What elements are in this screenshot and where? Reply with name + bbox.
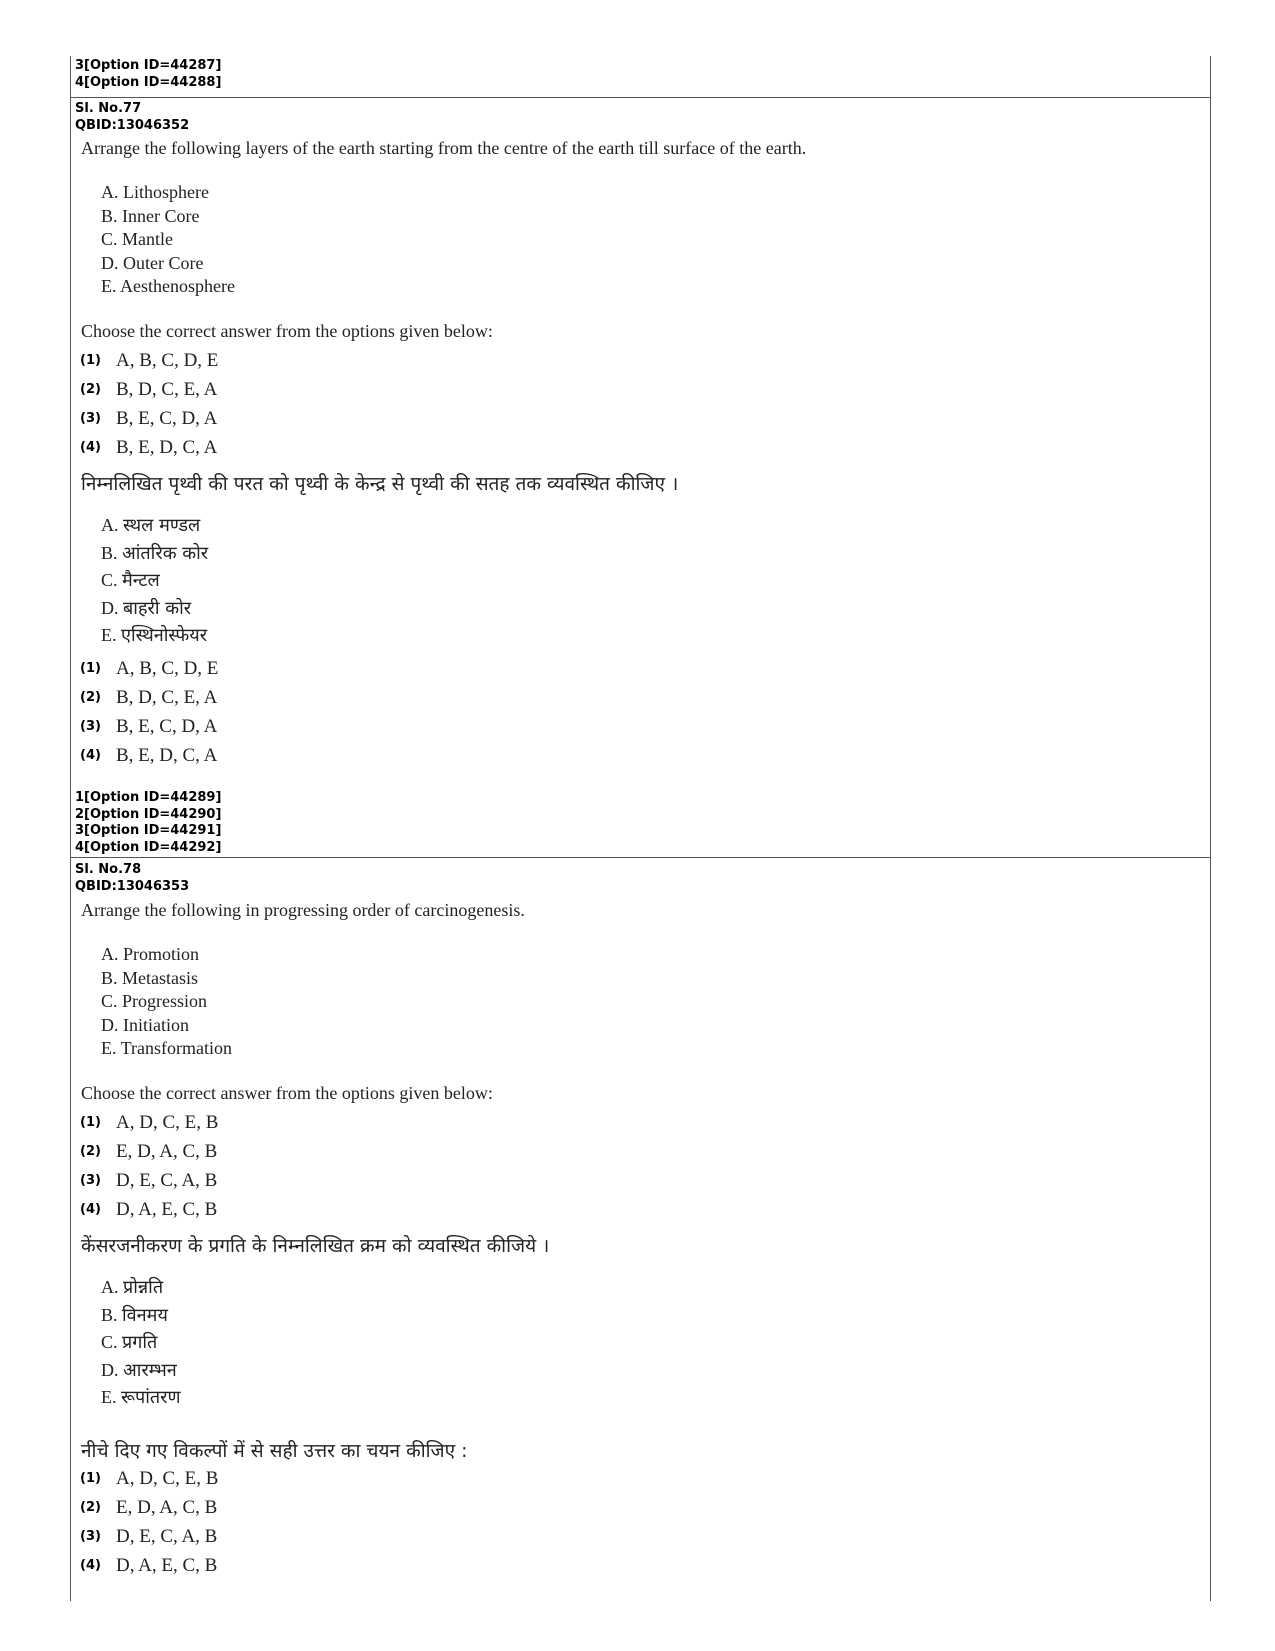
statement-item: C. Progression [101,991,208,1011]
answer-options-hi [80,654,218,770]
row-divider [70,857,1211,858]
answer-option[interactable]: (2) B, D, C, E, A [80,686,218,708]
question-header [75,101,189,134]
option-id: 4[Option ID=44292] [75,839,222,855]
answer-options-en [80,346,218,462]
answer-option[interactable]: (2) E, D, A, C, B [80,1140,218,1162]
answer-options-en [80,1108,218,1224]
right-border [1210,56,1211,1601]
statement-item: E. Aesthenosphere [101,276,235,296]
option-id-list [75,790,221,856]
answer-option[interactable]: (3) B, E, C, D, A [80,407,218,429]
answer-option[interactable]: (3) B, E, C, D, A [80,715,218,737]
answer-option[interactable]: (2) E, D, A, C, B [80,1496,218,1518]
statement-item: D. Outer Core [101,252,204,273]
answer-option[interactable]: (4) B, E, D, C, A [80,744,218,766]
statement-item: B. आंतरिक कोर [101,542,209,564]
statement-item: E. एस्थिनोस्फेयर [101,625,208,646]
option-id: 3[Option ID=44291] [75,823,222,838]
statement-item: D. आरम्भन [101,1359,177,1381]
answer-option[interactable]: (4) B, E, D, C, A [80,436,218,458]
statement-item: B. Metastasis [101,967,198,988]
statement-item: C. प्रगति [101,1332,158,1353]
statement-list-en [101,943,232,1061]
answer-option[interactable]: (1) A, D, C, E, B [80,1467,219,1489]
statement-item: A. Lithosphere [101,182,209,202]
statement-item: D. बाहरी कोर [101,597,192,619]
row-divider [70,97,1211,98]
serial-number: Sl. No.78 [75,862,142,877]
statement-item: E. रूपांतरण [101,1387,181,1408]
question-stem-en: Arrange the following layers of the earth starting from the centre of the earth till surface of the earth. [81,138,807,158]
statement-item: D. Initiation [101,1014,189,1035]
statement-list-hi [101,1274,181,1412]
choose-instruction-hi: नीचे दिए गए विकल्पों में से सही उत्तर का चयन कीजिए : [81,1440,468,1462]
statement-item: B. Inner Core [101,205,200,226]
statement-item: A. स्थल मण्डल [101,515,201,536]
question-stem-hi: निम्नलिखित पृथ्वी की परत को पृथ्वी के केन्द्र से पृथ्वी की सतह तक व्यवस्थित कीजिए । [81,473,679,495]
statement-item: B. विनमय [101,1304,168,1326]
option-id-list [75,58,221,91]
statement-item: E. Transformation [101,1038,233,1058]
option-id: 3[Option ID=44287] [75,58,222,73]
question-stem-hi: केंसरजनीकरण के प्रगति के निम्नलिखित क्रम को व्यवस्थित कीजिये । [81,1235,550,1257]
answer-option[interactable]: (1) A, B, C, D, E [80,657,219,679]
answer-options-hi [80,1464,218,1580]
qbid: QBID:13046352 [75,117,190,133]
question-header [75,862,189,895]
option-id: 1[Option ID=44289] [75,790,222,805]
statement-item: A. प्रोन्नति [101,1277,164,1298]
statement-item: C. मैन्टल [101,570,160,591]
option-id: 2[Option ID=44290] [75,806,222,822]
answer-option[interactable]: (1) A, D, C, E, B [80,1111,219,1133]
qbid: QBID:13046353 [75,878,190,894]
choose-instruction-en: Choose the correct answer from the options given below: [81,1083,493,1103]
statement-item: A. Promotion [101,944,200,964]
answer-option[interactable]: (4) D, A, E, C, B [80,1198,218,1220]
option-id: 4[Option ID=44288] [75,74,222,90]
statement-item: C. Mantle [101,229,173,249]
serial-number: Sl. No.77 [75,101,142,116]
answer-option[interactable]: (3) D, E, C, A, B [80,1169,218,1191]
left-border [70,56,71,1601]
statement-list-hi [101,512,208,650]
answer-option[interactable]: (4) D, A, E, C, B [80,1554,218,1576]
question-stem-en: Arrange the following in progressing order of carcinogenesis. [81,900,525,920]
answer-option[interactable]: (2) B, D, C, E, A [80,378,218,400]
answer-option[interactable]: (1) A, B, C, D, E [80,349,219,371]
choose-instruction-en: Choose the correct answer from the options given below: [81,321,493,341]
statement-list-en [101,181,235,299]
answer-option[interactable]: (3) D, E, C, A, B [80,1525,218,1547]
